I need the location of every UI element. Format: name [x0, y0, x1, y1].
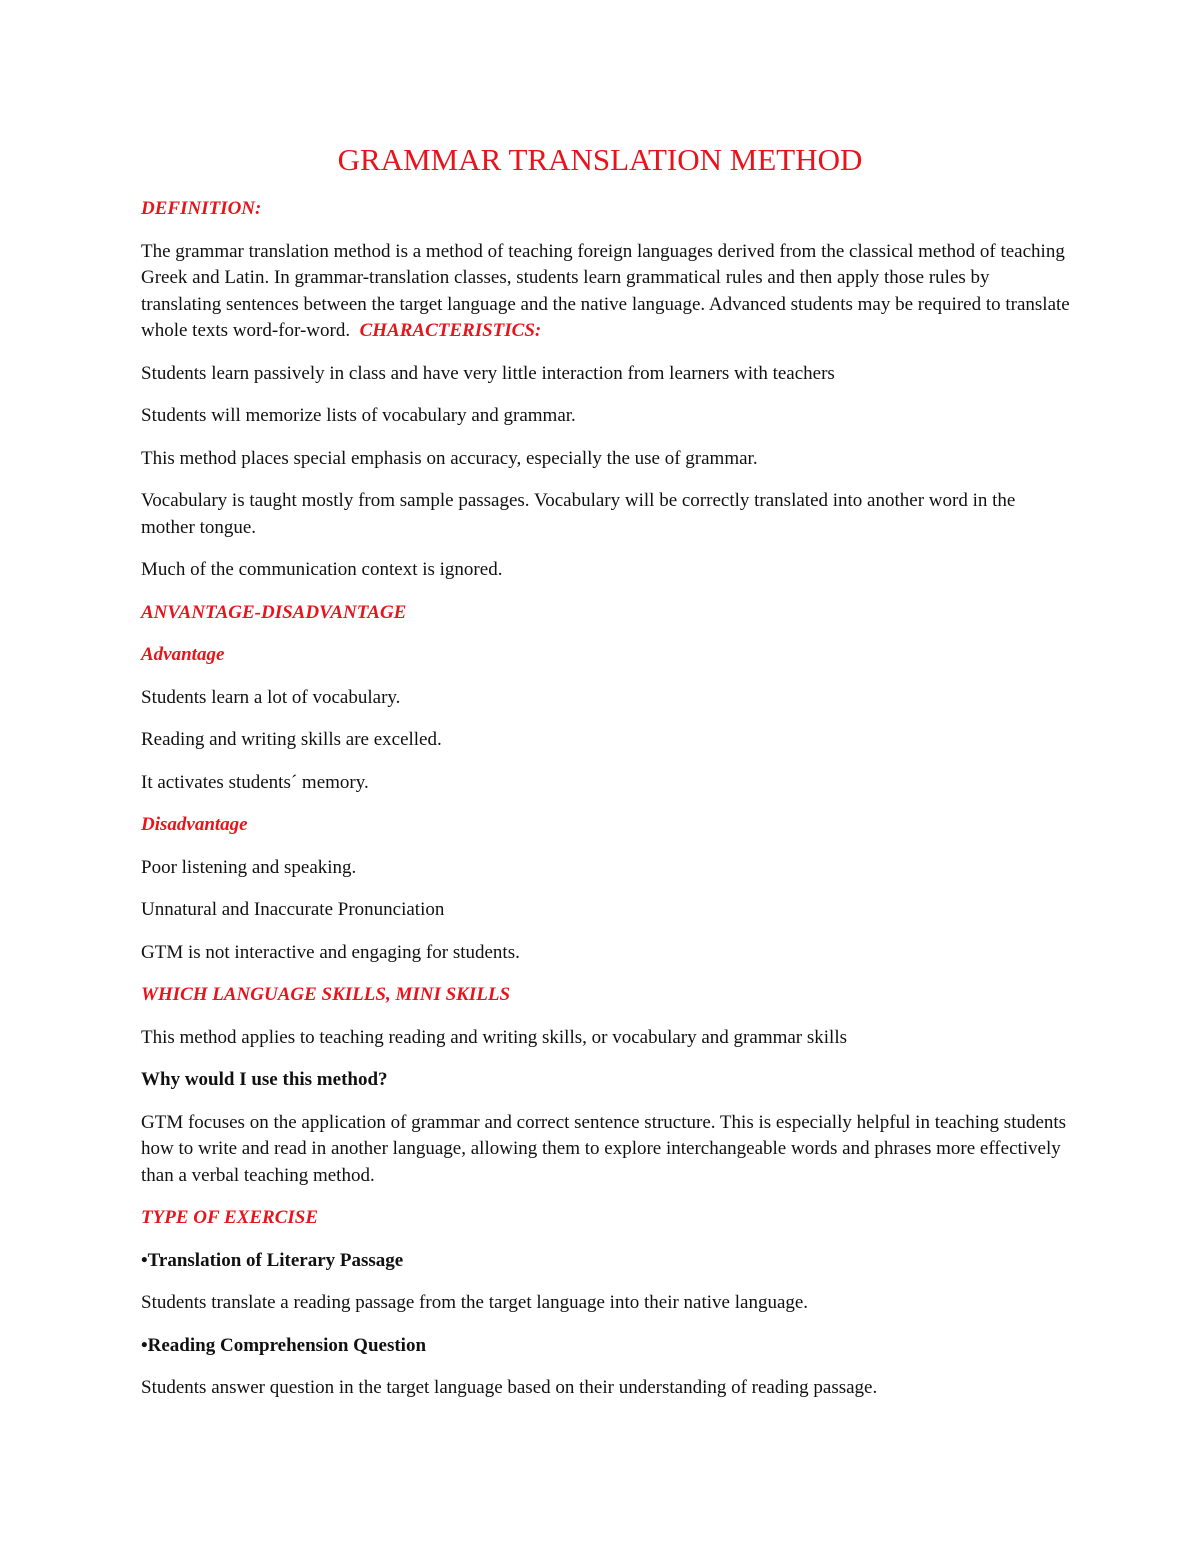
exercise-description: Students answer question in the target language based on their understanding of reading passage.	[141, 1377, 878, 1398]
characteristic-item: Vocabulary is taught mostly from sample passages. Vocabulary will be correctly translated into another word in the mother tongue.	[141, 490, 1016, 538]
adv-disadv-heading: ANVANTAGE-DISADVANTAGE	[141, 601, 407, 623]
disadvantage-item: GTM is not interactive and engaging for students.	[141, 941, 520, 963]
why-text: GTM focuses on the application of grammar and correct sentence structure. This is especially helpful in teaching students how to write and read in another language, allowing them to explore interchangeable words and phrases more effectively than a verbal teaching method.	[141, 1111, 1067, 1186]
characteristic-item: Students learn passively in class and have very little interaction from learners with teachers	[141, 362, 835, 384]
exercise-name: •Translation of Literary Passage	[141, 1249, 404, 1271]
skills-heading: WHICH LANGUAGE SKILLS, MINI SKILLS	[141, 984, 511, 1005]
characteristic-item: Much of the communication context is ignored.	[141, 559, 503, 580]
document-body	[141, 196, 1071, 1418]
document-title: GRAMMAR TRANSLATION METHOD	[337, 142, 863, 177]
skills-text: This method applies to teaching reading and writing skills, or vocabulary and grammar skills	[141, 1026, 848, 1048]
disadvantage-heading: Disadvantage	[141, 814, 248, 835]
disadvantage-item: Unnatural and Inaccurate Pronunciation	[141, 899, 445, 920]
exercise-description: Students translate a reading passage from the target language into their native language.	[141, 1292, 809, 1313]
definition-text: The grammar translation method is a method of teaching foreign languages derived from the classical method of teaching Greek and Latin. In grammar-translation classes, students learn grammatical rules and then apply those rules by translating sentences between the target language and the native language. Advanced students may be required to translate whole texts word-for-word.	[141, 240, 1070, 341]
why-heading: Why would I use this method?	[141, 1069, 388, 1090]
advantage-heading: Advantage	[141, 644, 225, 665]
advantage-item: Reading and writing skills are excelled.	[141, 729, 442, 750]
disadvantage-item: Poor listening and speaking.	[141, 856, 357, 878]
exercise-name: •Reading Comprehension Question	[141, 1334, 427, 1356]
advantage-item: It activates students´ memory.	[141, 771, 369, 793]
advantage-item: Students learn a lot of vocabulary.	[141, 686, 401, 708]
characteristics-heading: CHARACTERISTICS:	[359, 320, 542, 341]
characteristic-item: Students will memorize lists of vocabulary and grammar.	[141, 405, 576, 426]
definition-paragraph	[141, 239, 1071, 345]
characteristic-item: This method places special emphasis on accuracy, especially the use of grammar.	[141, 447, 758, 469]
definition-heading: DEFINITION:	[141, 198, 262, 219]
exercise-heading: TYPE OF EXERCISE	[141, 1207, 319, 1228]
